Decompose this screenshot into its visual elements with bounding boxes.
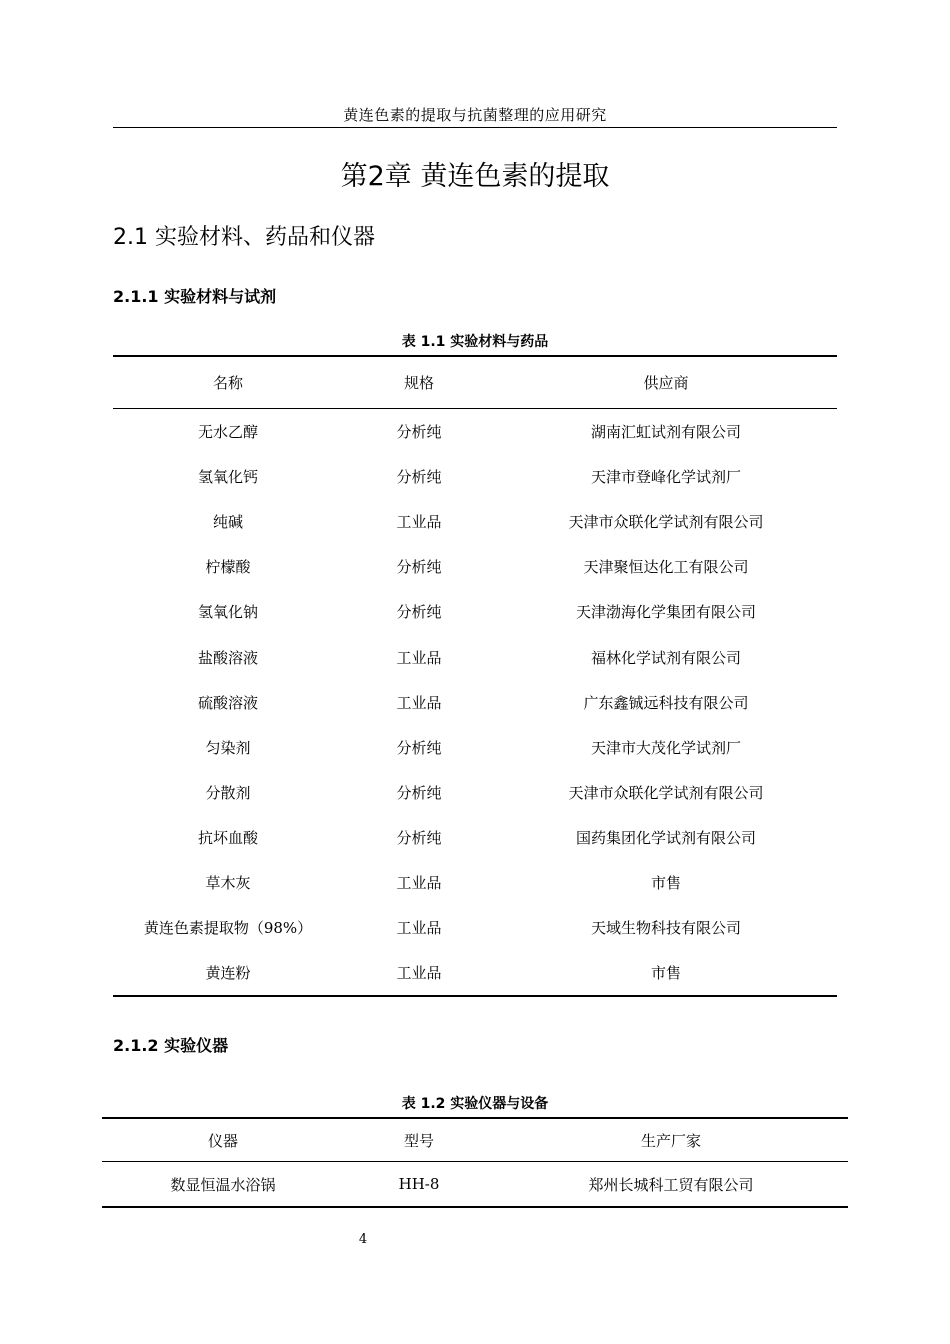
column-header-name: 名称: [113, 356, 343, 409]
table-row: [113, 905, 837, 950]
table-cell: 盐酸溶液: [197, 648, 258, 667]
column-header-supplier: 供应商: [495, 356, 837, 409]
table-cell: 天津渤海化学集团有限公司: [575, 603, 756, 622]
table-cell: 工业品: [396, 964, 442, 983]
table-cell: 工业品: [396, 919, 442, 938]
table-cell: 草木灰: [205, 873, 251, 892]
page-number: 4: [358, 1232, 368, 1247]
table-cell: 黄连色素提取物（98%）: [143, 919, 313, 938]
table-cell: 工业品: [396, 873, 442, 892]
instruments-table: [102, 1117, 848, 1208]
table-cell: 氢氧化钠: [197, 603, 258, 622]
table-row: [102, 1162, 848, 1208]
column-header-model: 型号: [344, 1118, 494, 1162]
column-header-manufacturer: 生产厂家: [494, 1118, 848, 1162]
table-cell: 广东鑫铖远科技有限公司: [583, 693, 749, 712]
table-cell: 分析纯: [396, 558, 442, 577]
table-row: [113, 589, 837, 634]
subsection-title-materials: 2.1.1 实验材料与试剂: [113, 287, 277, 306]
table-row: [113, 815, 837, 860]
table-cell: 分析纯: [396, 468, 442, 487]
table-cell: 无水乙醇: [197, 423, 258, 442]
table-row: [113, 409, 837, 455]
table-cell: 纯碱: [212, 513, 243, 532]
table-cell: 工业品: [396, 513, 442, 532]
table-cell: 分析纯: [396, 783, 442, 802]
table-cell: 天津聚恒达化工有限公司: [583, 558, 749, 577]
table-cell: 抗坏血酸: [197, 828, 258, 847]
table-cell: 分析纯: [396, 423, 442, 442]
table-cell: 湖南汇虹试剂有限公司: [590, 423, 741, 442]
table-cell: 黄连粉: [205, 964, 251, 983]
table-cell: 郑州长城科工贸有限公司: [588, 1175, 754, 1194]
table-cell: 柠檬酸: [205, 558, 251, 577]
table-cell: 氢氧化钙: [197, 468, 258, 487]
table-row: [113, 725, 837, 770]
table-cell: 天津市众联化学试剂有限公司: [568, 513, 764, 532]
table-row: [113, 499, 837, 544]
table-row: [113, 680, 837, 725]
table-row: [113, 544, 837, 589]
table-cell: 天域生物科技有限公司: [590, 919, 741, 938]
table-cell: 市售: [650, 964, 681, 983]
table1-caption: 表 1.1 实验材料与药品: [401, 334, 549, 350]
table-cell: 硫酸溶液: [197, 693, 258, 712]
table-header-row: [102, 1118, 848, 1162]
materials-table: [113, 355, 837, 997]
table-cell: 匀染剂: [205, 738, 251, 757]
table-cell: 工业品: [396, 648, 442, 667]
table-row: [113, 950, 837, 996]
table-cell: 分析纯: [396, 738, 442, 757]
chapter-title: 第2章 黄连色素的提取: [340, 161, 610, 192]
table-row: [113, 770, 837, 815]
table-cell: 天津市大茂化学试剂厂: [590, 738, 741, 757]
section-title: 2.1 实验材料、药品和仪器: [113, 225, 375, 250]
running-header: 黄连色素的提取与抗菌整理的应用研究: [343, 106, 607, 124]
table-cell: 福林化学试剂有限公司: [590, 648, 741, 667]
table2-caption: 表 1.2 实验仪器与设备: [401, 1096, 549, 1112]
table-cell: 市售: [650, 873, 681, 892]
table-cell: 国药集团化学试剂有限公司: [575, 828, 756, 847]
subsection-title-instruments: 2.1.2 实验仪器: [113, 1036, 229, 1055]
table-row: [113, 634, 837, 679]
column-header-instrument: 仪器: [102, 1118, 344, 1162]
table-cell: 分析纯: [396, 828, 442, 847]
table-cell: 数显恒温水浴锅: [170, 1175, 276, 1194]
table-cell: 天津市众联化学试剂有限公司: [568, 783, 764, 802]
table-cell: HH-8: [398, 1175, 440, 1193]
column-header-spec: 规格: [343, 356, 495, 409]
table-header-row: [113, 356, 837, 409]
table-row: [113, 454, 837, 499]
table-row: [113, 860, 837, 905]
table-cell: 分散剂: [205, 783, 251, 802]
table-cell: 工业品: [396, 693, 442, 712]
table-cell: 分析纯: [396, 603, 442, 622]
header-divider: [113, 127, 837, 128]
table-cell: 天津市登峰化学试剂厂: [590, 468, 741, 487]
